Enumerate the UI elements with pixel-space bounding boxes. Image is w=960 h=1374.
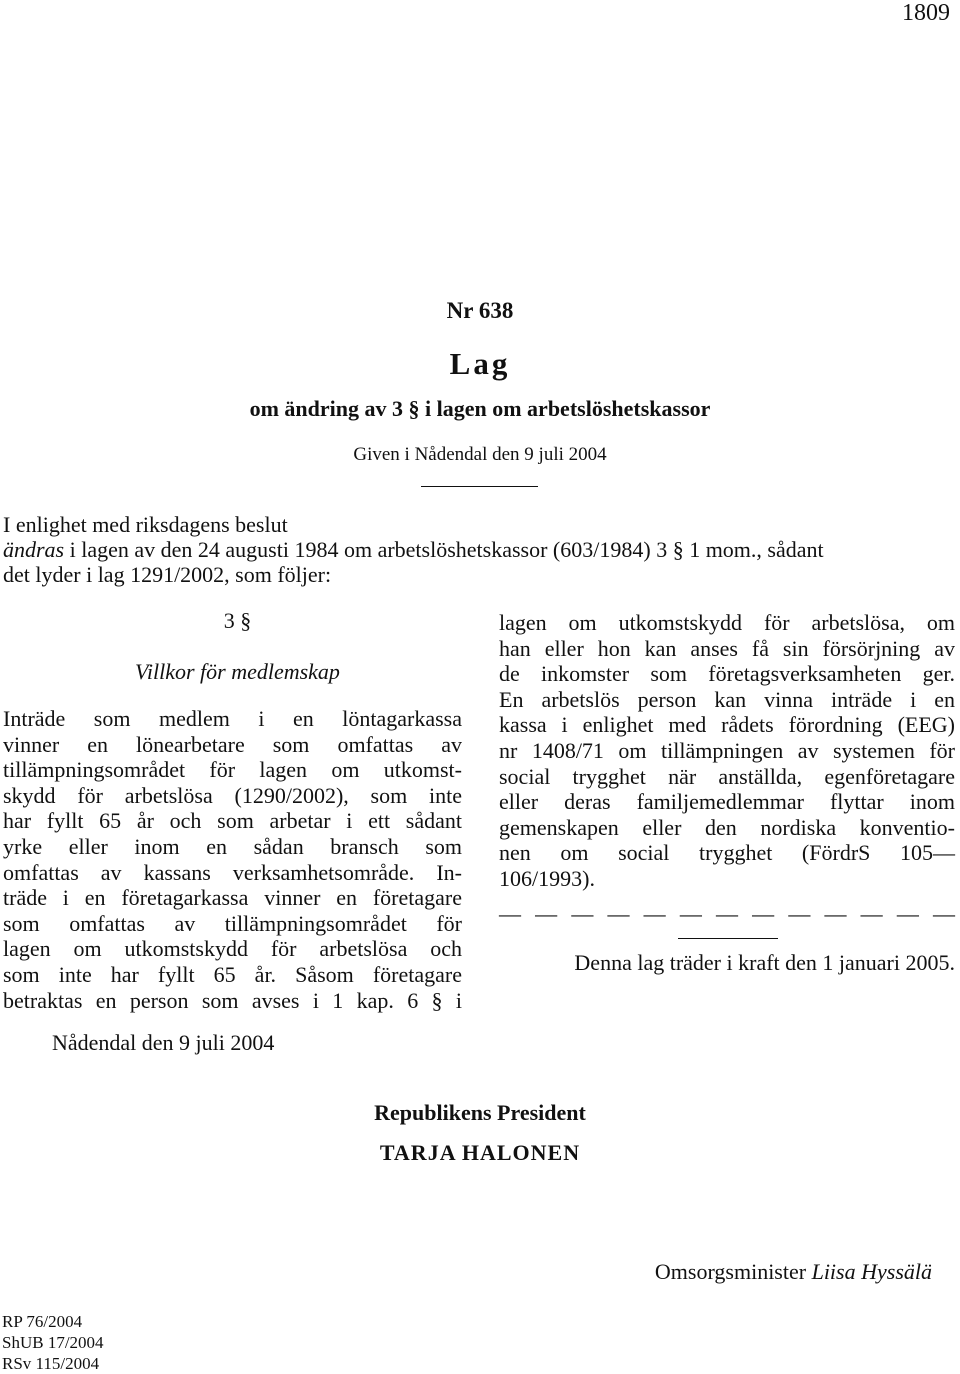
- body-line: skydd för arbetslösa (1290/2002), som inte: [3, 782, 462, 808]
- body-line: nr 1408/71 om tillämpningen av systemen för: [499, 737, 955, 763]
- given-date: Given i Nådendal den 9 juli 2004: [353, 444, 607, 465]
- body-line: han eller hon kan anses få sin försörjning av: [499, 635, 955, 661]
- end-rule: [678, 938, 778, 939]
- intro-amends-rest: i lagen av den 24 augusti 1984 om arbetslöshetskassor (603/1984) 3 § 1 mom., sådant: [64, 537, 824, 562]
- body-line: vinner en lönearbetare som omfattas av: [3, 731, 462, 757]
- reference-line: RSv 115/2004: [2, 1354, 100, 1373]
- effective-date: Denna lag träder i kraft den 1 januari 2005.: [574, 950, 955, 975]
- body-line: nen om social trygghet (FördrS 105—: [499, 840, 955, 866]
- intro-line-3: det lyder i lag 1291/2002, som följer:: [3, 562, 332, 587]
- body-line: gemenskapen eller den nordiska konventio-: [499, 814, 955, 840]
- body-line: de inkomster som företagsverksamheten ger.: [499, 661, 955, 687]
- law-subtitle: om ändring av 3 § i lagen om arbetslöshetskassor: [249, 396, 711, 421]
- body-line: tillämpningsområdet för lagen om utkomst-: [3, 757, 462, 783]
- body-line: kassa i enlighet med rådets förordning (EEG): [499, 712, 955, 738]
- reference-line: RP 76/2004: [2, 1312, 83, 1331]
- minister-title: Omsorgsminister: [654, 1259, 812, 1284]
- body-line: eller deras familjemedlemmar flyttar inom: [499, 789, 955, 815]
- body-line: betraktas en person som avses i 1 kap. 6 § i: [3, 987, 462, 1013]
- intro-line-2: [3, 537, 958, 562]
- omission-dashes: — — — — — — — — — — — — —: [499, 901, 955, 926]
- body-column-right: [499, 610, 955, 892]
- president-name: TARJA HALONEN: [379, 1140, 581, 1165]
- body-column-left: [3, 706, 462, 1013]
- law-number: Nr 638: [446, 298, 514, 323]
- body-line: som omfattas av tillämpningsområdet för: [3, 910, 462, 936]
- body-line: lagen om utkomstskydd för arbetslösa, om: [499, 610, 955, 635]
- minister-name: Liisa Hyssälä: [811, 1259, 932, 1284]
- body-line: Inträde som medlem i en löntagarkassa: [3, 706, 462, 731]
- body-line: träde i en företagarkassa vinner en företagare: [3, 885, 462, 911]
- signing-place-date: Nådendal den 9 juli 2004: [52, 1030, 275, 1055]
- page-number: 1809: [902, 0, 950, 26]
- intro-amends-word: ändras: [3, 537, 65, 562]
- president-title: Republikens President: [374, 1100, 586, 1125]
- body-line: omfattas av kassans verksamhetsområde. In-: [3, 859, 462, 885]
- law-title: Lag: [449, 346, 511, 381]
- header-rule: [421, 486, 538, 487]
- body-line: yrke eller inom en sådan bransch som: [3, 833, 462, 859]
- intro-line-1: I enlighet med riksdagens beslut: [3, 512, 288, 537]
- body-line: 106/1993).: [499, 865, 595, 891]
- body-line: som inte har fyllt 65 år. Såsom företagare: [3, 961, 462, 987]
- section-title: Villkor för medlemskap: [135, 659, 340, 684]
- body-line: En arbetslös person kan vinna inträde i en: [499, 686, 955, 712]
- reference-line: ShUB 17/2004: [2, 1333, 104, 1352]
- body-line: social trygghet när anställda, egenföretagare: [499, 763, 955, 789]
- body-line: har fyllt 65 år och som arbetar i ett sådant: [3, 808, 462, 834]
- intro-paragraph: [3, 512, 958, 587]
- legislative-references: [2, 1311, 104, 1374]
- section-number: 3 §: [223, 608, 252, 633]
- minister-signature: [655, 1259, 932, 1285]
- body-line: lagen om utkomstskydd för arbetslösa och: [3, 936, 462, 962]
